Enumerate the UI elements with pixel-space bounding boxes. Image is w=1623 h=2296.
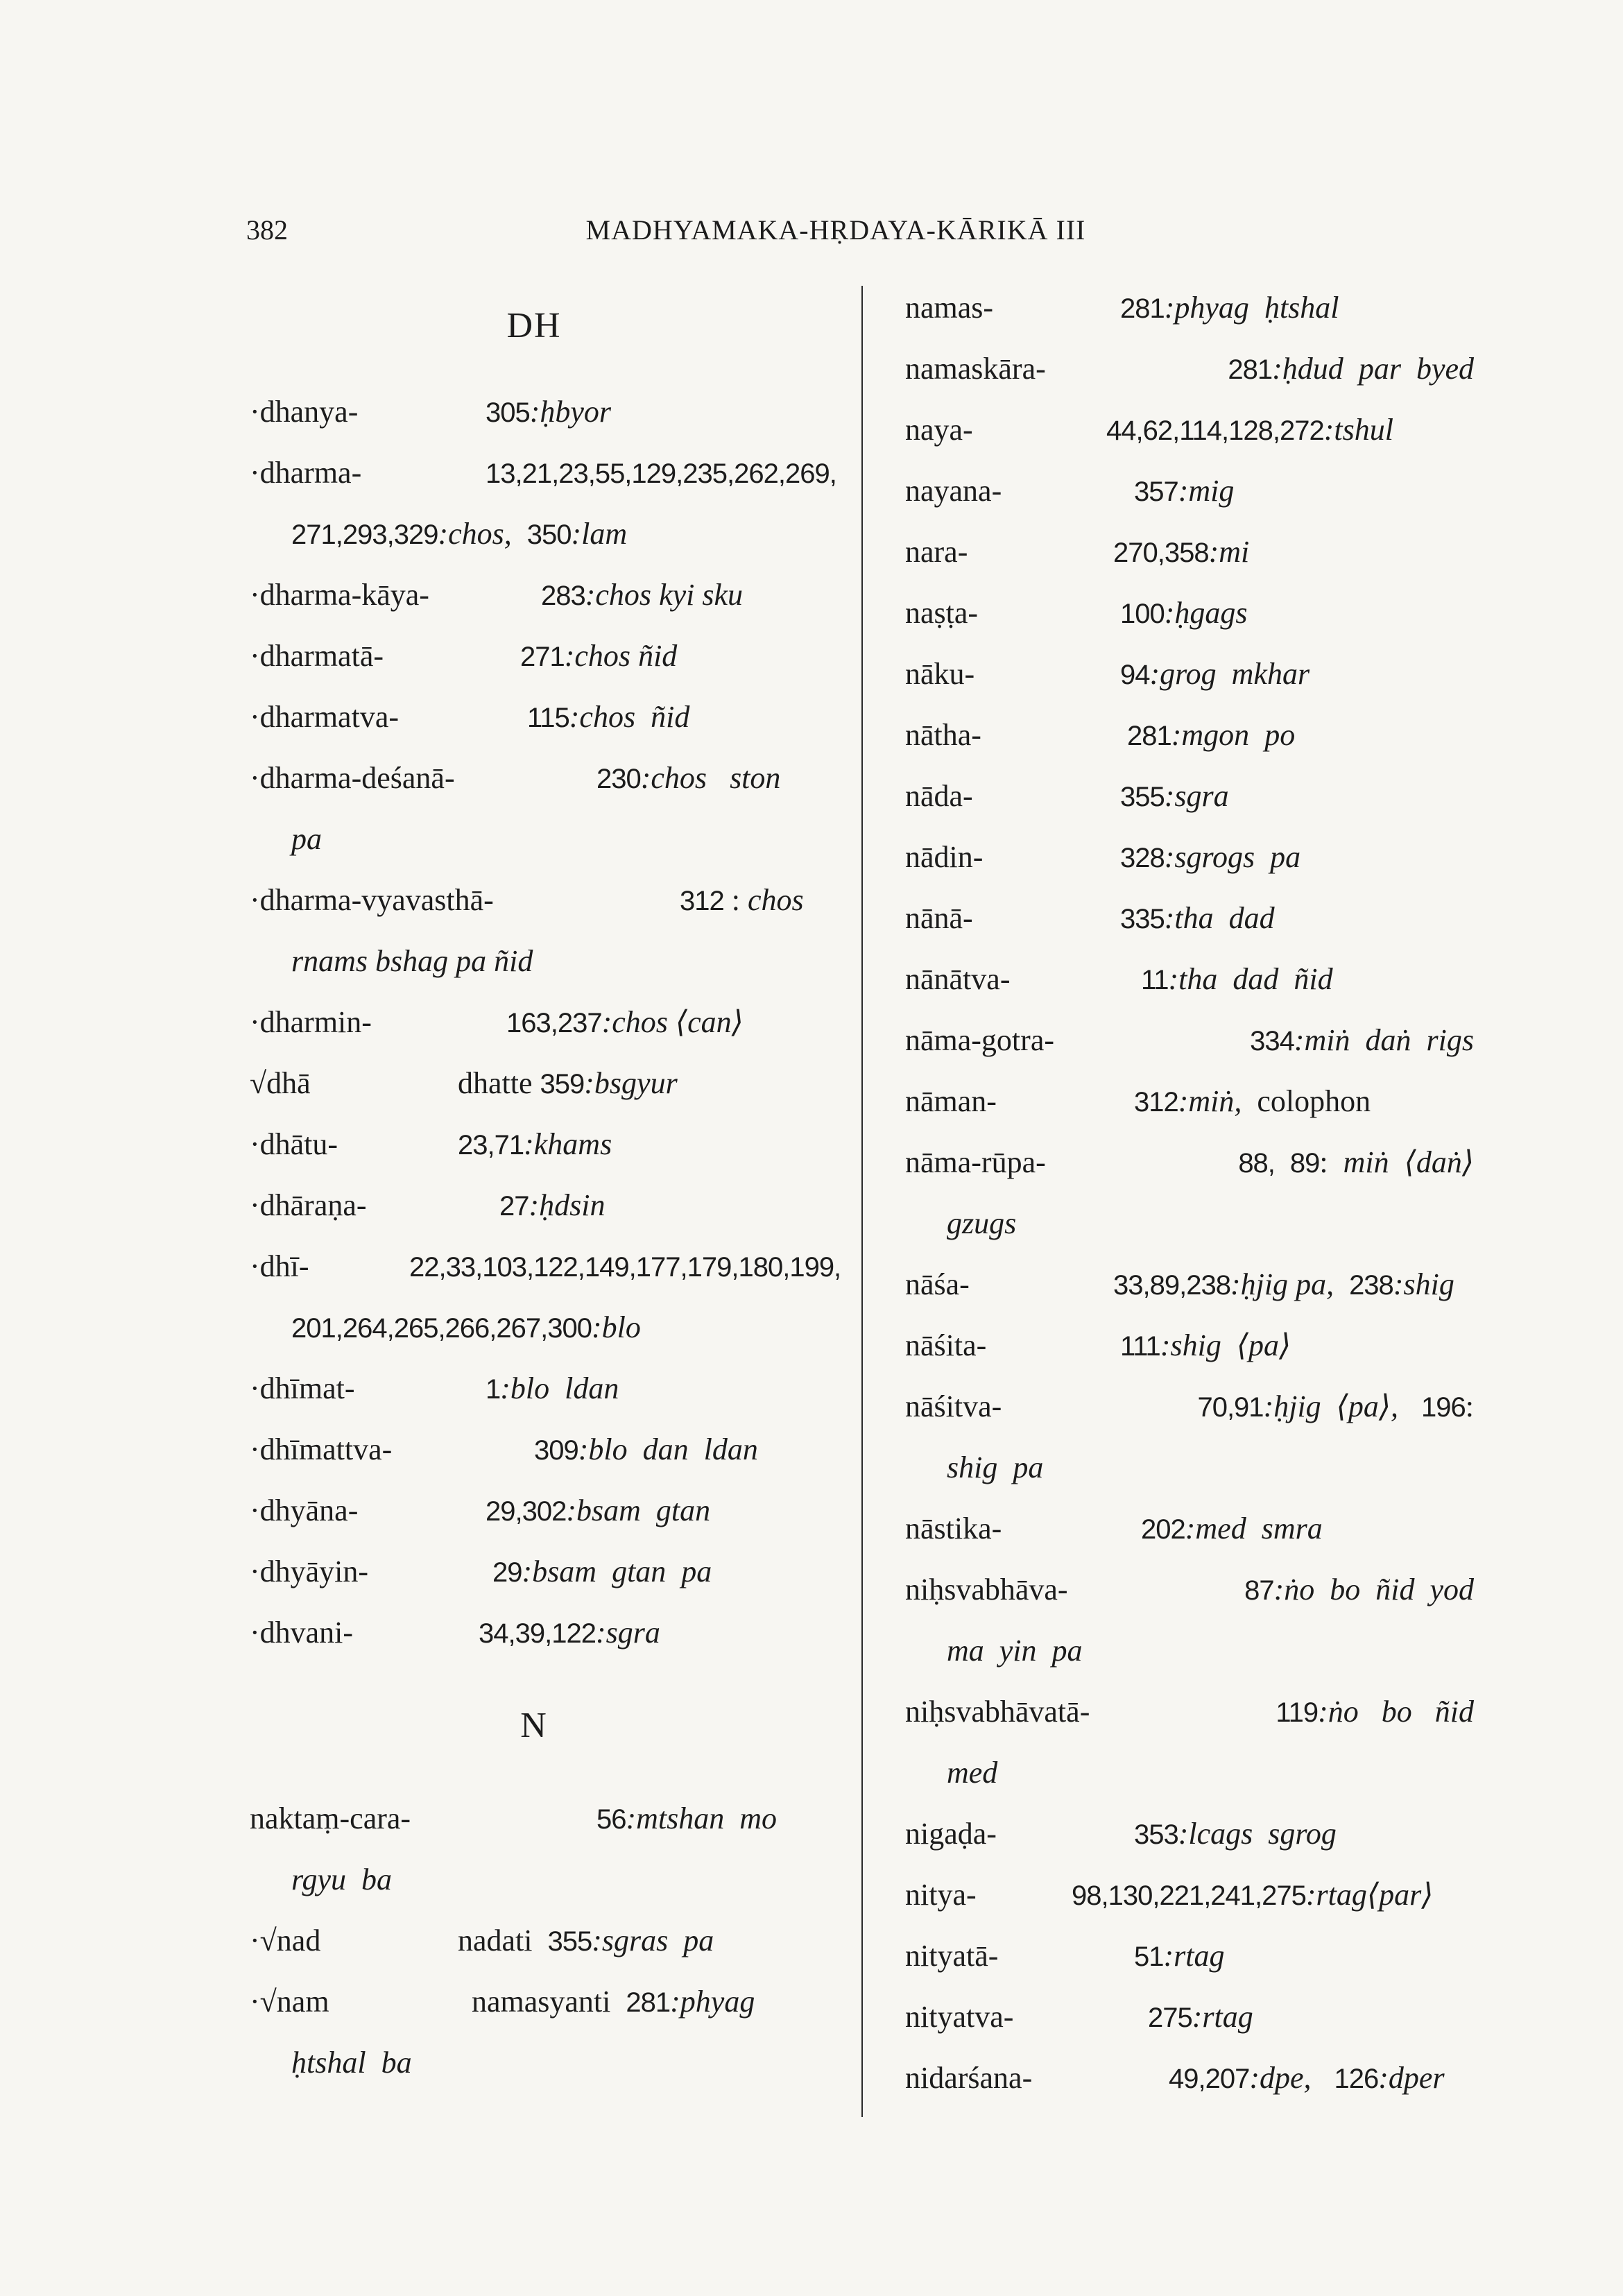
right-column [905,277,1474,2109]
entry-continuation [250,809,846,870]
index-entry [905,1559,1474,1620]
index-entry [905,705,1474,766]
headword: nātha- [905,718,981,752]
gloss: 98,130,221,241,275:rtag⟨par⟩ [1072,1878,1434,1912]
entry-continuation [250,931,846,992]
headword: nāśa- [905,1267,970,1301]
index-entry [905,400,1474,461]
gloss: 281:mgon po [1127,718,1296,752]
entry-continuation [250,1297,846,1358]
gloss: 94:grog mkhar [1120,657,1310,691]
gloss: 312 : chos [680,883,804,917]
index-entry [905,1071,1474,1132]
entry-continuation [905,1437,1474,1498]
index-entry [250,1971,846,2032]
index-entry [905,1132,1474,1193]
gloss: 355:sgra [1120,779,1229,813]
index-entry [250,1788,846,1849]
gloss: 88, 89: miṅ ⟨daṅ⟩ [1238,1145,1474,1179]
entry-continuation [250,1849,846,1910]
index-entry [250,1114,846,1175]
continuation-text: rgyu ba [291,1862,393,1896]
headword: ·√nad [250,1924,321,1957]
headword: ·dhyāyin- [250,1554,369,1588]
continuation-text: ma yin pa [947,1634,1083,1668]
index-entry [905,1254,1474,1315]
gloss: 33,89,238:ḥjig pa, 238:shig [1113,1267,1454,1301]
headword: nayana- [905,474,1002,508]
index-entry [905,522,1474,583]
index-entry [250,1541,846,1602]
index-entry [250,1236,846,1297]
headword: nityatā- [905,1939,999,1973]
gloss: dhatte 359:bsgyur [458,1066,678,1100]
index-entry [905,827,1474,888]
gloss: 100:ḥgags [1120,596,1248,630]
gloss: nadati 355:sgras pa [458,1924,714,1957]
headword: nāma-rūpa- [905,1145,1046,1179]
gloss: 51:rtag [1134,1939,1225,1973]
index-entry [250,626,846,687]
headword: namas- [905,291,994,325]
headword: ·dharmatva- [250,700,399,734]
index-entry [905,1376,1474,1437]
headword: nitya- [905,1878,977,1912]
index-entry [905,1987,1474,2048]
headword: ·dharma-kāya- [250,578,429,612]
index-entry [250,1053,846,1114]
index-entry [250,1358,846,1419]
gloss: 29:bsam gtan pa [492,1554,712,1588]
headword: ·dhī- [250,1249,309,1283]
column-divider [861,286,863,2117]
headword: ·dhyāna- [250,1493,359,1527]
headword: namaskāra- [905,352,1046,386]
gloss: 334:miṅ daṅ rigs [1250,1023,1474,1057]
headword: ·dhīmat- [250,1371,355,1405]
index-entry [250,565,846,626]
gloss: 23,71:khams [458,1127,612,1161]
headword: naya- [905,413,973,447]
headword: nāśita- [905,1328,987,1362]
headword: nānā- [905,901,973,935]
gloss: 87:ṅo bo ñid yod [1244,1573,1474,1607]
gloss: 353:lcags sgrog [1134,1817,1337,1851]
gloss: 312:miṅ, colophon [1134,1084,1371,1118]
entry-continuation [905,1193,1474,1254]
headword: ·dharmatā- [250,639,384,673]
headword: nāstika- [905,1511,1002,1545]
index-entry [905,1865,1474,1926]
index-entry [905,766,1474,827]
headword: nāku- [905,657,975,691]
gloss: 283:chos kyi sku [541,578,744,612]
page-number: 382 [246,214,288,246]
gloss: 29,302:bsam gtan [486,1493,711,1527]
index-entry [905,1010,1474,1071]
gloss: 111:shig ⟨pa⟩ [1120,1328,1291,1362]
gloss: 275:rtag [1148,2000,1253,2034]
section-heading: DH [506,306,562,345]
section-heading: N [520,1706,548,1745]
index-entry [905,949,1474,1010]
gloss: 230:chos ston [596,761,781,795]
continuation-text: gzugs [947,1206,1017,1240]
index-entry [905,888,1474,949]
headword: nādin- [905,840,984,874]
left-column [250,277,846,2093]
gloss: 44,62,114,128,272:tshul [1106,413,1393,447]
gloss: 305:ḥbyor [486,395,612,429]
running-title: MADHYAMAKA-HṚDAYA-KĀRIKĀ III [585,214,1086,246]
headword: niḥsvabhāvatā- [905,1695,1090,1729]
headword: niḥsvabhāva- [905,1573,1068,1607]
gloss: 34,39,122:sgra [479,1616,660,1650]
headword: nidarśana- [905,2061,1033,2095]
gloss: 11:tha dad ñid [1141,962,1333,996]
entry-continuation [250,504,846,565]
headword: ·dhīmattva- [250,1432,393,1466]
index-entry [905,1681,1474,1742]
index-entry [250,1602,846,1663]
entry-continuation [905,1742,1474,1804]
page-header [0,214,1623,255]
continuation-text: med [947,1756,998,1790]
index-entry [905,339,1474,400]
headword: nāśitva- [905,1389,1002,1423]
index-entry [905,1926,1474,1987]
index-entry [250,870,846,931]
gloss: 270,358:mi [1113,535,1250,569]
headword: ·dhāraṇa- [250,1188,367,1222]
gloss: 22,33,103,122,149,177,179,180,199, [409,1252,841,1283]
gloss: 119:ṅo bo ñid [1276,1695,1474,1729]
index-entry [905,2048,1474,2109]
entry-continuation [250,2032,846,2093]
gloss: 13,21,23,55,129,235,262,269, [486,459,836,489]
headword: nāda- [905,779,973,813]
continuation-text: pa [291,822,322,856]
headword: nigaḍa- [905,1817,997,1851]
headword: naṣṭa- [905,596,979,630]
continuation-text: ḥtshal ba [291,2046,412,2080]
gloss: 328:sgrogs pa [1120,840,1301,874]
index-entry [905,1804,1474,1865]
index-entry [905,277,1474,339]
gloss: 335:tha dad [1120,901,1275,935]
headword: ·dharma-vyavasthā- [250,883,494,917]
gloss: namasyanti 281:phyag [472,1985,755,2019]
headword: ·dharma- [250,456,362,490]
continuation-text: shig pa [947,1450,1044,1484]
continuation-text: rnams bshag pa ñid [291,944,533,978]
index-entry [905,461,1474,522]
gloss: 163,237:chos ⟨can⟩ [506,1005,744,1039]
headword: nāman- [905,1084,997,1118]
gloss: 271:chos ñid [520,639,678,673]
index-entry [905,1315,1474,1376]
continuation-text: 201,264,265,266,267,300:blo [291,1310,641,1344]
index-entry [905,644,1474,705]
gloss: 27:ḥdsin [499,1188,606,1222]
gloss: 70,91:ḥjig ⟨pa⟩, 196: [1197,1389,1474,1423]
headword: ·dhanya- [250,395,359,429]
index-entry [905,583,1474,644]
index-entry [250,1419,846,1480]
index-entry [250,1175,846,1236]
gloss: 49,207:dpe, 126:dper [1169,2061,1445,2095]
headword: nityatva- [905,2000,1014,2034]
headword: √dhā [250,1066,311,1100]
headword: ·dharmin- [250,1005,372,1039]
headword: nānātva- [905,962,1011,996]
gloss: 309:blo dan ldan [534,1432,758,1466]
index-entry [250,687,846,748]
headword: nara- [905,535,968,569]
gloss: 1:blo ldan [486,1371,619,1405]
headword: ·dharma-deśanā- [250,761,455,795]
headword: naktaṃ-cara- [250,1801,411,1835]
headword: nāma-gotra- [905,1023,1054,1057]
gloss: 202:med smra [1141,1511,1323,1545]
gloss: 56:mtshan mo [596,1801,778,1835]
headword: ·√nam [250,1985,329,2019]
index-entry [250,1480,846,1541]
index-entry [250,382,846,443]
index-entry [905,1498,1474,1559]
index-entry [250,748,846,809]
index-entry [250,1910,846,1971]
index-entry [250,992,846,1053]
gloss: 281:ḥdud par byed [1228,352,1474,386]
headword: ·dhvani- [250,1616,354,1650]
entry-continuation [905,1620,1474,1681]
headword: ·dhātu- [250,1127,338,1161]
gloss: 115:chos ñid [527,700,690,734]
continuation-text: 271,293,329:chos, 350:lam [291,517,628,551]
index-entry [250,443,846,504]
gloss: 357:mig [1134,474,1235,508]
gloss: 281:phyag ḥtshal [1120,291,1339,325]
